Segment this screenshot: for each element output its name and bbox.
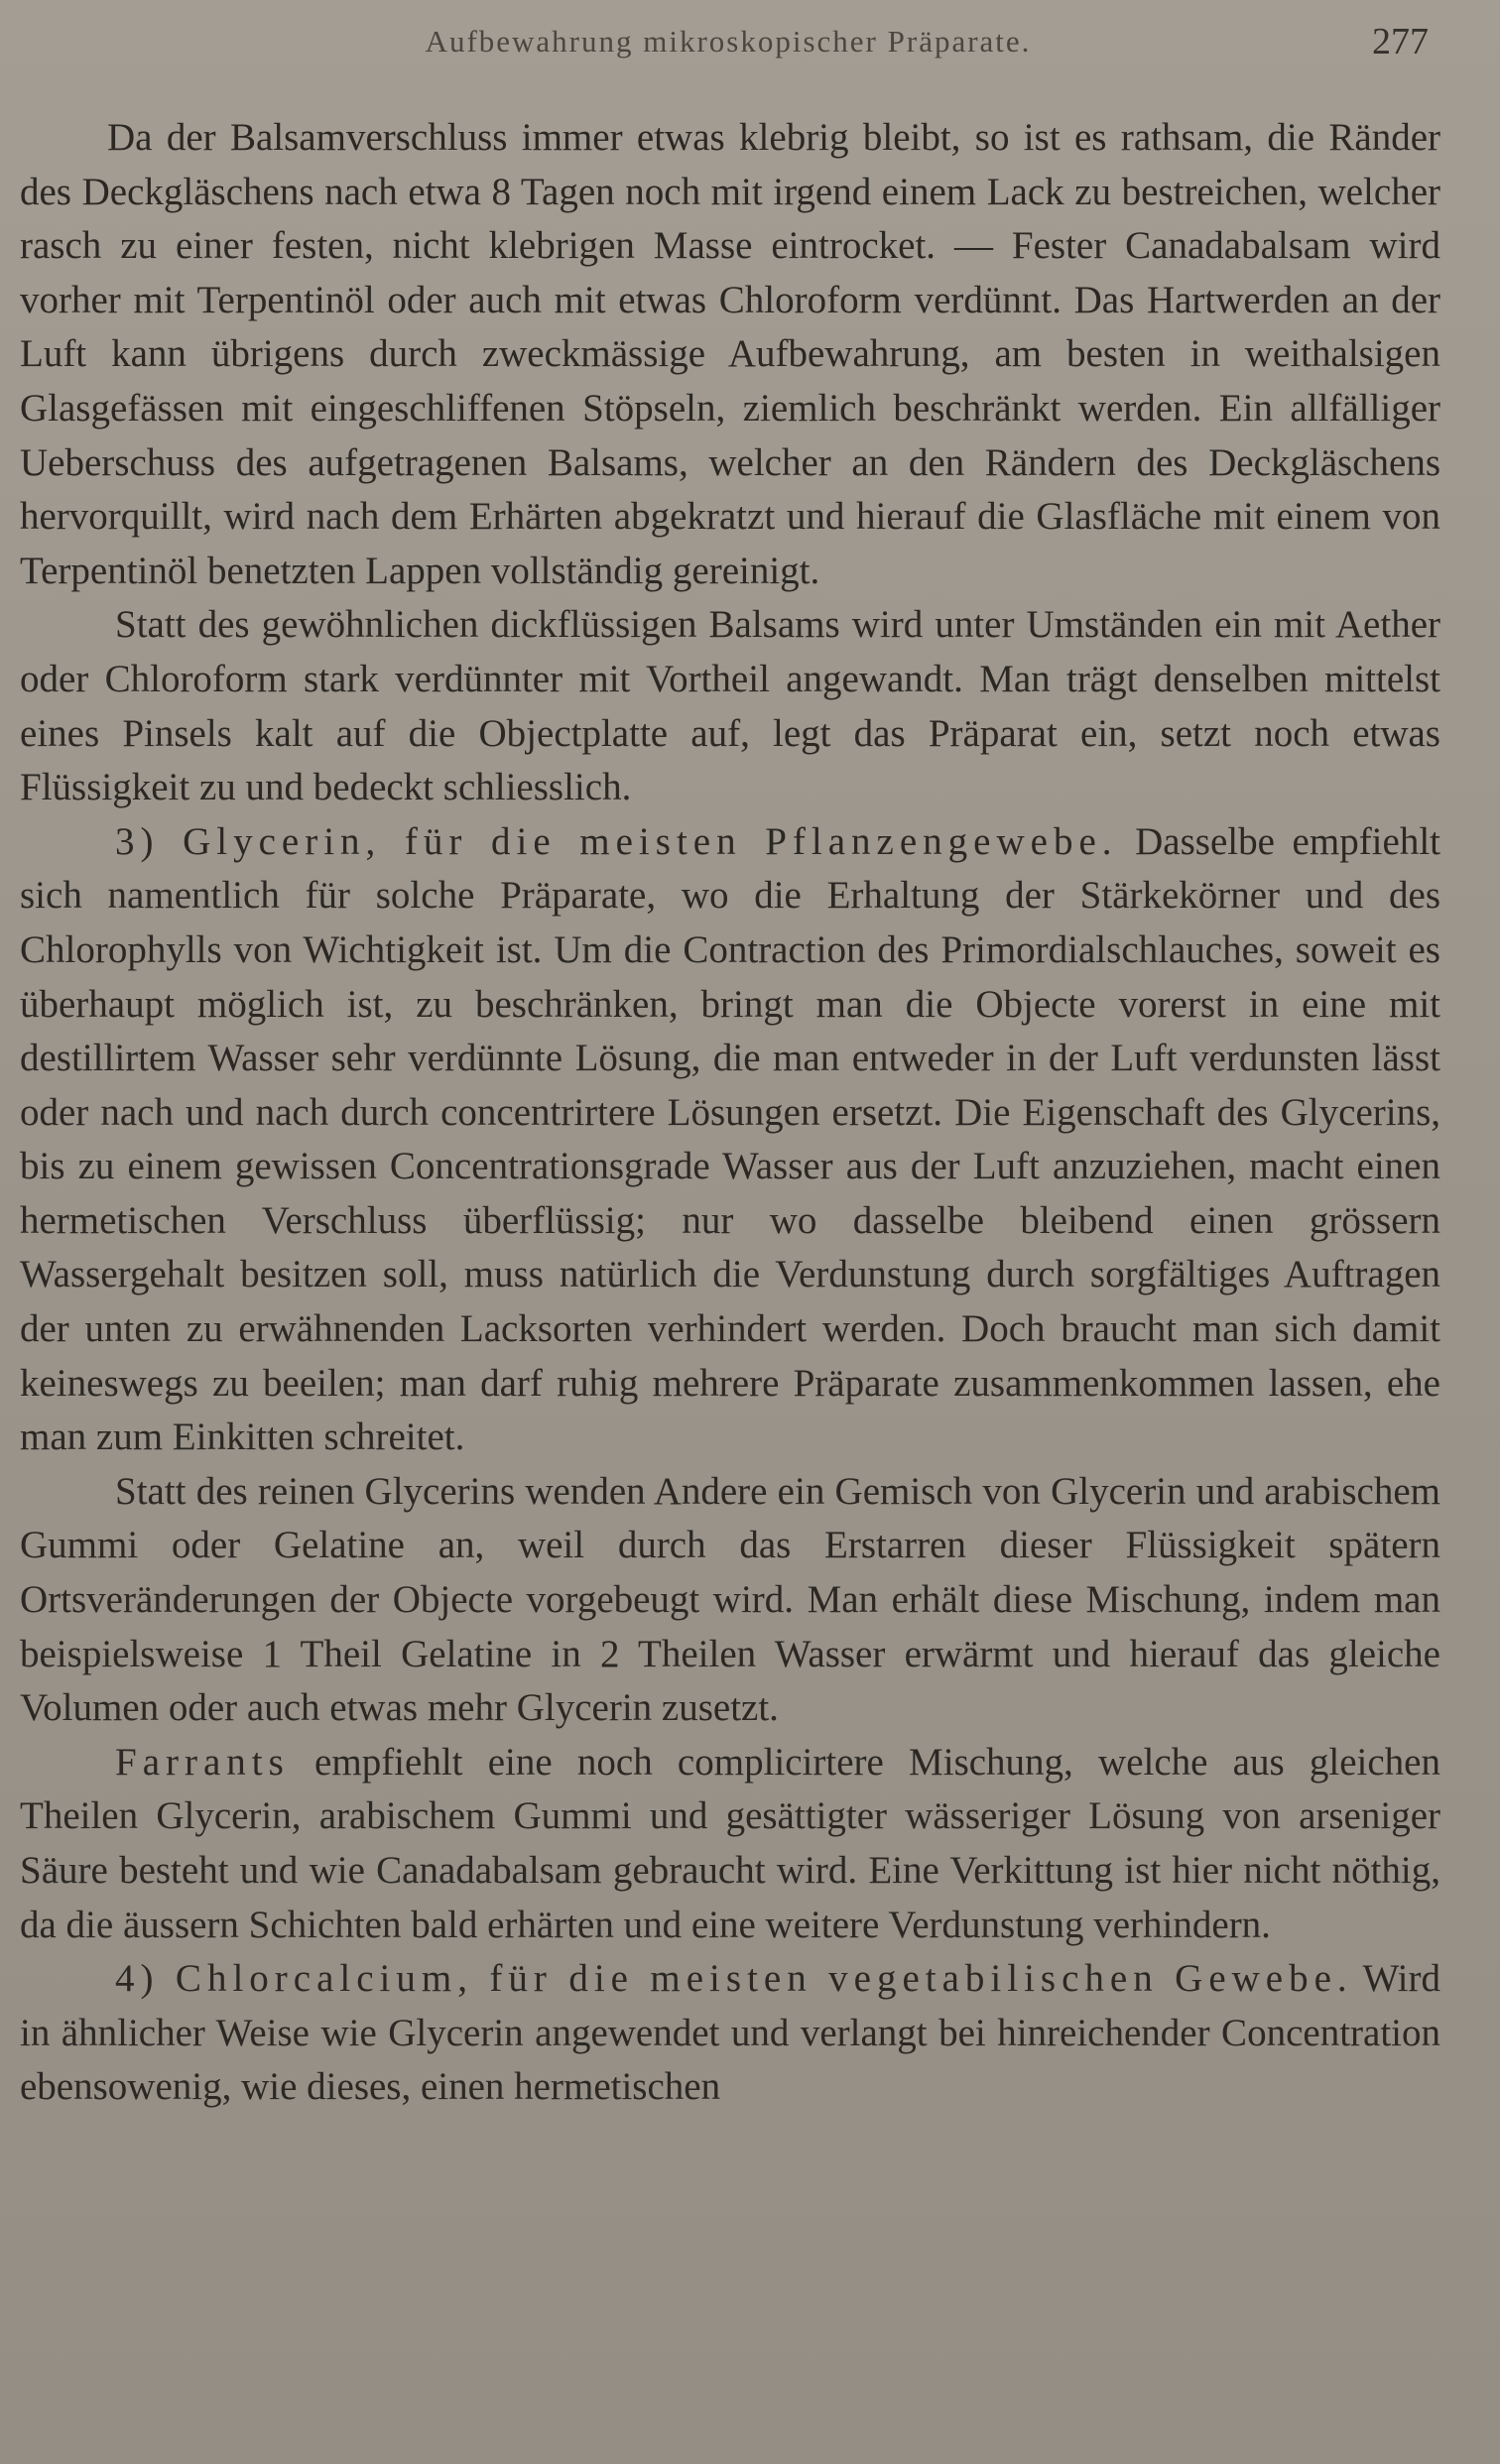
page-number: 277 (1372, 21, 1429, 62)
author-name-farrants: Farrants (115, 1740, 290, 1784)
paragraph-text: empfiehlt eine noch complicirtere Mischung, welche aus gleichen Theilen Glycerin, arabischem Gummi und gesättigter wässeriger Lösung von arseniger Säure besteht und wie Canadabalsam gebraucht wird. Eine Verkittung ist hier nicht nöthig, da die äussern Schichten bald erhärten und eine weitere Verdunstung verhindern. (20, 1740, 1440, 1946)
running-title: Aufbewahrung mikroskopischer Präparate. (425, 24, 1032, 59)
paragraph-farrants (20, 1736, 1440, 1952)
paragraph-text: Statt des reinen Glycerins wenden Andere ein Gemisch von Glycerin und arabischem Gummi oder Gelatine an, weil durch das Erstarren dieser Flüssigkeit spätern Ortsveränderungen der Objecte vorgebeugt wird. Man erhält diese Mischung, indem man beispielsweise 1 Theil Gelatine in 2 Theilen Wasser erwärmt und hierauf das gleiche Volumen oder auch etwas mehr Glycerin zusetzt. (20, 1469, 1440, 1730)
paragraph-text: Wird in ähnlicher Weise wie Glycerin angewendet und verlangt bei hinreichender Concentration ebensowenig, wie dieses, einen hermetischen (20, 1957, 1441, 2109)
paragraph-text: Dasselbe empfiehlt sich namentlich für solche Präparate, wo die Erhaltung der Stärkekörner und des Chlorophylls von Wichtigkeit ist. Um die Contraction des Primordialschlauches, soweit es überhaupt möglich ist, zu beschränken, bringt man die Objecte vorerst in eine mit destillirtem Wasser sehr verdünnte Lösung, die man entweder in der Luft verdunsten lässt oder nach und nach durch concentrirtere Lösungen ersetzt. Die Eigenschaft des Glycerins, bis zu einem gewissen Concentrationsgrade Wasser aus der Luft anzuziehen, macht einen hermetischen Verschluss überflüssig; nur wo dasselbe bleibend einen grössern Wassergehalt besitzen soll, muss natürlich die Verdunstung durch sorgfältiges Auftragen der unten zu erwähnenden Lacksorten verhindert werden. Doch braucht man sich damit keineswegs zu beeilen; man darf ruhig mehrere Präparate zusammenkommen lassen, ehe man zum Einkitten schreitet. (20, 819, 1440, 1459)
paragraph-text: Da der Balsamverschluss immer etwas klebrig bleibt, so ist es rathsam, die Ränder des Deckgläschens nach etwa 8 Tagen noch mit irgend einem Lack zu bestreichen, welcher rasch zu einer festen, nicht klebrigen Masse eintrocket. — Fester Canadabalsam wird vorher mit Terpentinöl oder auch mit etwas Chloroform verdünnt. Das Hartwerden an der Luft kann übrigens durch zweckmässige Aufbewahrung, am besten in weithalsigen Glasgefässen mit eingeschliffenen Stöpseln, ziemlich beschränkt werden. Ein allfälliger Ueberschuss des aufgetragenen Balsams, welcher an den Rändern des Deckgläschens hervorquillt, wird nach dem Erhärten abgekratzt und hierauf die Glasfläche mit einem von Terpentinöl benetzten Lappen vollständig gereinigt. (20, 116, 1440, 592)
body-text (20, 111, 1440, 2115)
paragraph-glycerin (20, 815, 1440, 1465)
paragraph-thin-balsam (20, 598, 1440, 814)
paragraph-chlorcalcium (20, 1952, 1440, 2115)
paragraph-glycerin-mixture (20, 1465, 1440, 1736)
page-header (28, 18, 1429, 67)
section-heading-glycerin: 3) Glycerin, für die meisten Pflanzengewebe. (115, 819, 1118, 863)
paragraph-text: Statt des gewöhnlichen dickflüssigen Balsams wird unter Umständen ein mit Aether oder Chloroform stark verdünnter mit Vortheil angewandt. Man trägt denselben mittelst eines Pinsels kalt auf die Objectplatte auf, legt das Präparat ein, setzt noch etwas Flüssigkeit zu und bedeckt schliesslich. (20, 603, 1440, 809)
section-heading-chlorcalcium: 4) Chlorcalcium, für die meisten vegetabilischen Gewebe. (115, 1957, 1353, 2001)
paragraph-balsam-sealing (20, 111, 1440, 598)
